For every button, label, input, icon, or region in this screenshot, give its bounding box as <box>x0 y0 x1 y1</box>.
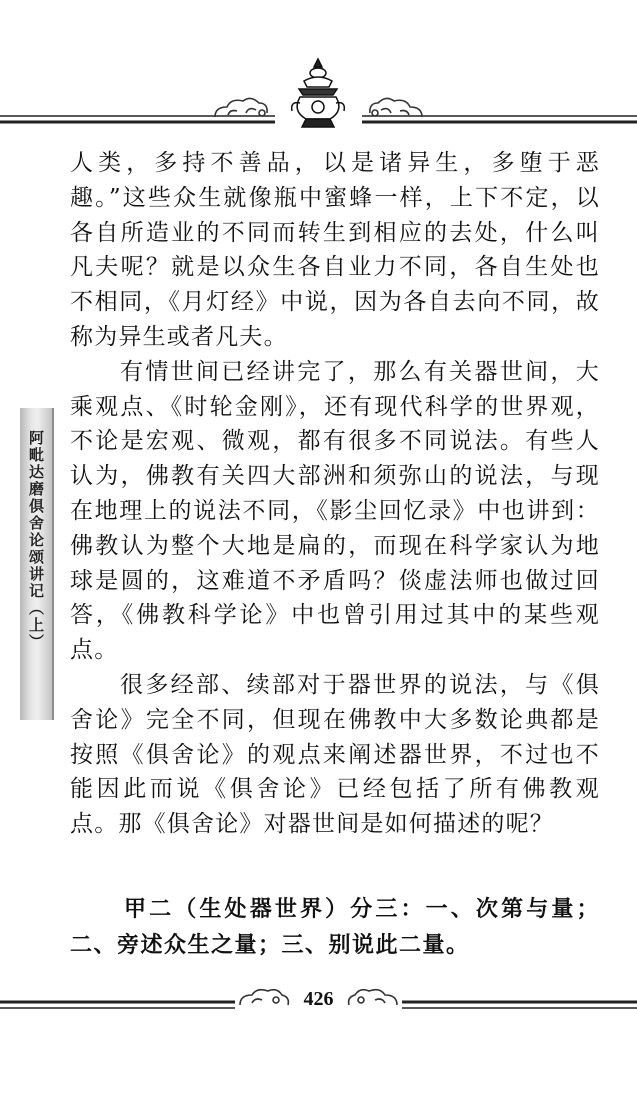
body-text <box>70 146 600 842</box>
page-number: 426 <box>303 988 334 1010</box>
right-cloud-icon <box>370 98 422 117</box>
section-heading: 甲二（生处器世界）分三：一、次第与量；二、旁述众生之量；三、别说此二量。 <box>70 897 600 958</box>
paragraph-3: 很多经部、续部对于器世界的说法，与《俱舍论》完全不同，但现在佛教中大多数论典都是按照《俱舍论》的观点来阐述器世界，不过也不能因此而说《俱舍论》已经包括了所有佛教观点。那《俱舍论》对器世间是如何描述的呢？ <box>70 671 600 838</box>
treasure-vase-icon <box>292 59 345 127</box>
header-ornament <box>0 55 637 135</box>
left-cloud-icon <box>215 98 267 117</box>
paragraph-2: 有情世间已经讲完了，那么有关器世间，大乘观点、《时轮金刚》，还有现代科学的世界观，不论是宏观、微观，都有很多不同说法。有些人认为，佛教有关四大部洲和须弥山的说法，与现在地理上的说法不同，《影尘回忆录》中也讲到：佛教认为整个大地是扁的，而现在科学家认为地球是圆的，这难道不矛盾吗？倓虚法师也做过回答，《佛教科学论》中也曾引用过其中的某些观点。 <box>70 358 600 664</box>
side-title-tab <box>20 408 54 720</box>
paragraph-1: 人类，多持不善品，以是诸异生，多堕于恶趣。”这些众生就像瓶中蜜蜂一样，上下不定，以各自所造业的不同而转生到相应的去处，什么叫凡夫呢？就是以众生各自业力不同，各自生处也不相同，《月灯经》中说，因为各自去向不同，故称为异生或者凡夫。 <box>70 150 600 350</box>
book-title-vertical: 阿毗达磨俱舍论颂讲记（上） <box>27 430 45 651</box>
